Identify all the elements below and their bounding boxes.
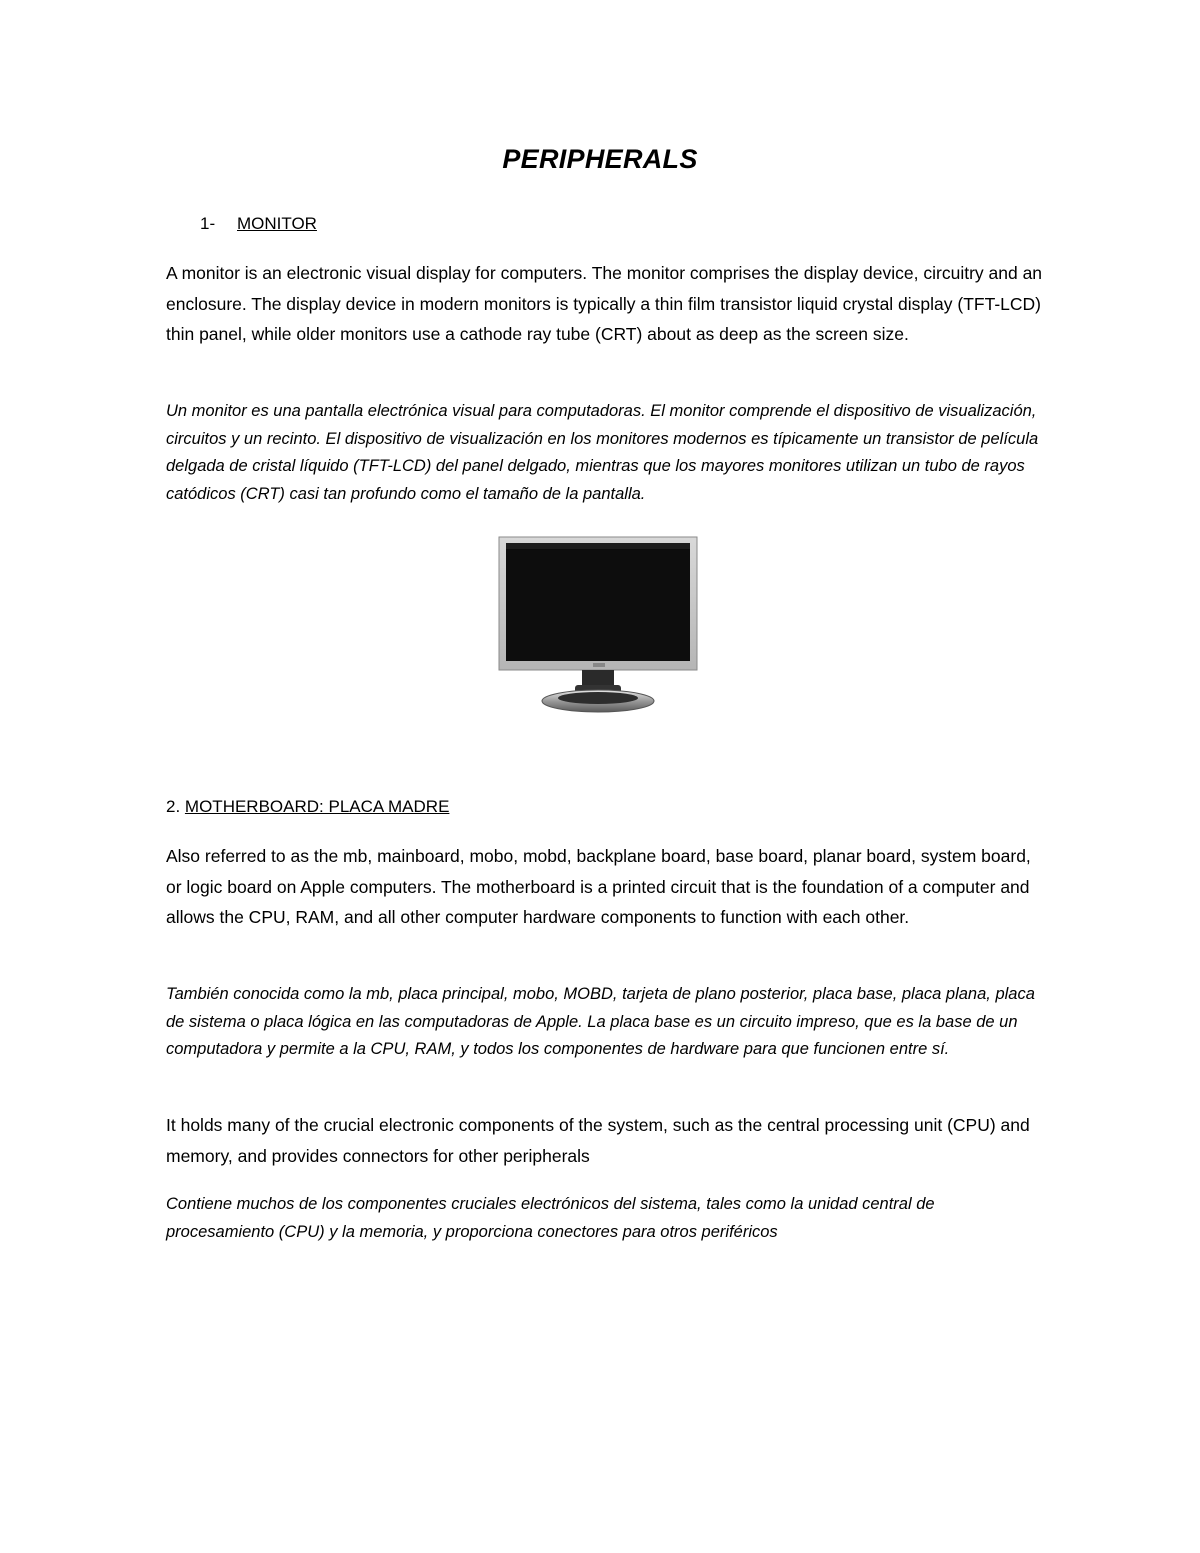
section-heading-motherboard: [166, 796, 449, 818]
lcd-monitor-image: [497, 535, 699, 717]
motherboard-paragraph-spanish: También conocida como la mb, placa principal, mobo, MOBD, tarjeta de plano posterior, placa base, placa plana, placa de sistema o placa lógica en las computadoras de Apple. La placa base es un circuito impreso, que es la base de un computadora y permite a la CPU, RAM, y todos los componentes de hardware para que funcionen entre sí.: [166, 985, 1035, 1058]
components-paragraph-spanish: Contiene muchos de los componentes cruciales electrónicos del sistema, tales como la unidad central de procesamiento (CPU) y la memoria, y proporciona conectores para otros periféricos: [166, 1195, 935, 1241]
motherboard-paragraph-english: Also referred to as the mb, mainboard, mobo, mobd, backplane board, base board, planar board, system board, or logic board on Apple computers. The motherboard is a printed circuit that is the foundation of a computer and allows the CPU, RAM, and all other computer hardware components to function with each other.: [166, 846, 1031, 927]
section-heading-monitor: [200, 213, 317, 235]
section-label: MONITOR: [237, 214, 317, 233]
section-number: 1-: [200, 214, 216, 233]
components-paragraph-english: It holds many of the crucial electronic components of the system, such as the central processing unit (CPU) and memory, and provides connectors for other peripherals: [166, 1115, 1030, 1166]
monitor-icon: [497, 535, 699, 717]
page-title: PERIPHERALS: [502, 144, 698, 174]
section-label: MOTHERBOARD: PLACA MADRE: [184, 797, 450, 816]
monitor-paragraph-english: A monitor is an electronic visual display for computers. The monitor comprises the display device, circuitry and an enclosure. The display device in modern monitors is typically a thin film transistor liquid crystal display (TFT-LCD) thin panel, while older monitors use a cathode ray tube (CRT) about as deep as the screen size.: [166, 263, 1043, 344]
monitor-paragraph-spanish: Un monitor es una pantalla electrónica visual para computadoras. El monitor comprende el dispositivo de visualización, circuitos y un recinto. El dispositivo de visualización en los monitores modernos es típicamente un transistor de película delgada de cristal líquido (TFT-LCD) del panel delgado, mientras que los mayores monitores utilizan un tubo de rayos catódicos (CRT) casi tan profundo como el tamaño de la pantalla.: [166, 402, 1039, 503]
section-number: 2.: [166, 797, 181, 816]
